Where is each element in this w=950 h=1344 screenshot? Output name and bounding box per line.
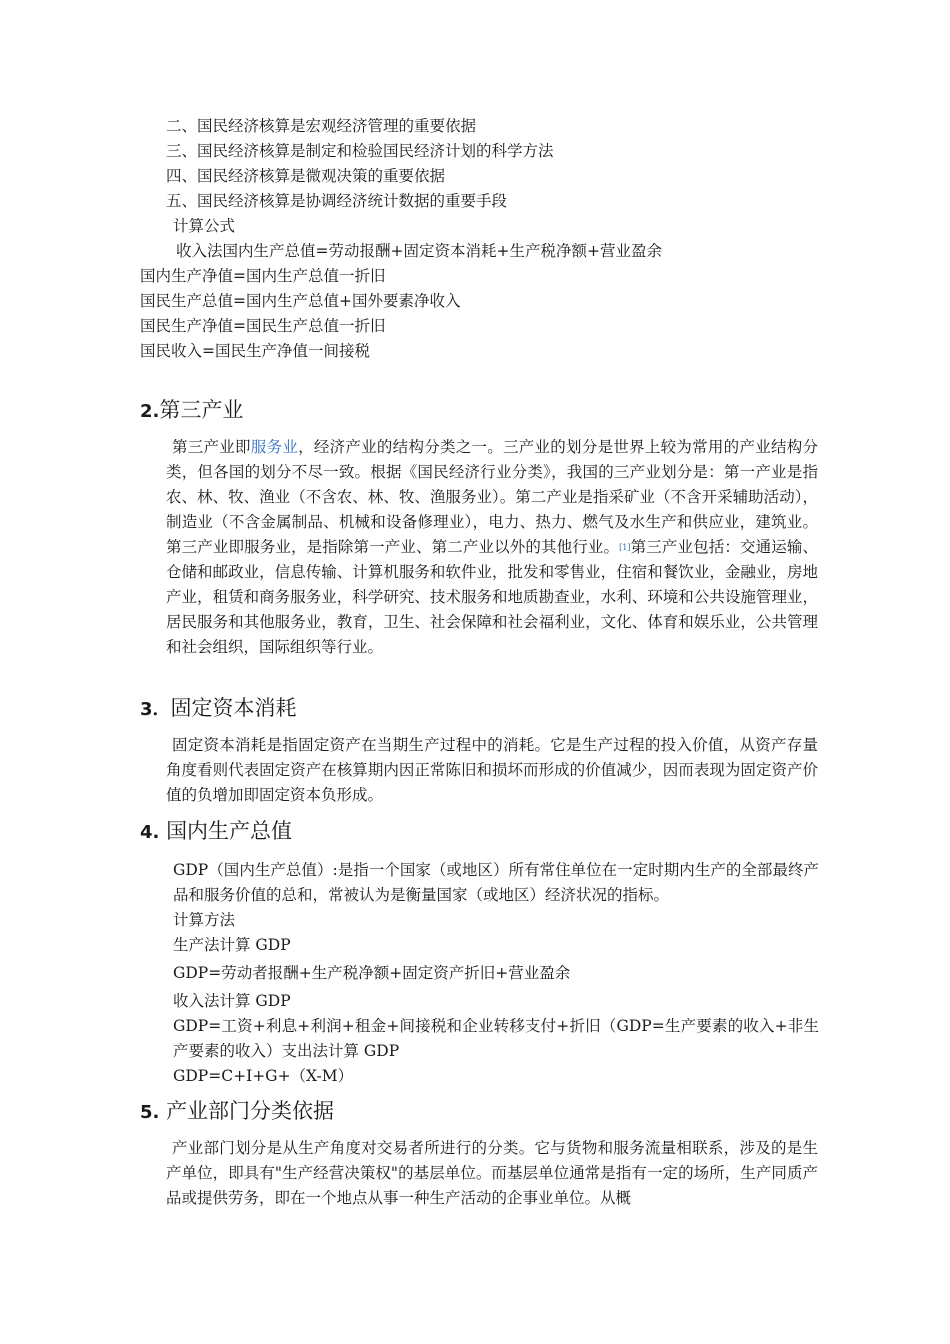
section-title: 产业部门分类依据 (166, 1099, 335, 1123)
section-number: 4. (140, 822, 160, 843)
intro-item: 四、国民经济核算是微观决策的重要依据 (166, 167, 446, 185)
formula-line: 国民生产总值=国内生产总值+国外要素净收入 (140, 292, 461, 310)
section-heading (140, 694, 297, 724)
gdp-expenditure-formula: GDP=C+I+G+（X-M） (173, 1067, 354, 1085)
gdp-block (173, 858, 819, 1089)
gdp-income-formula: GDP=工资+利息+利润+租金+间接税和企业转移支付+折旧（GDP=生产要素的收入+非生产要素的收入）支出法计算 GDP (173, 1017, 819, 1060)
section-paragraph: 固定资本消耗是指固定资产在当期生产过程中的消耗。它是生产过程的投入价值，从资产存量角度看则代表固定资产在核算期内因正常陈旧和损坏而形成的价值减少，因而表现为固定资产价值的负增加即固定资本负形成。 (166, 736, 818, 804)
formula-line: 国民生产净值=国民生产总值一折旧 (140, 317, 386, 335)
paragraph-text: 第三产业包括：交通运输、仓储和邮政业，信息传输、计算机服务和软件业，批发和零售业，住宿和餐饮业，金融业，房地产业，租赁和商务服务业，科学研究、技术服务和地质勘查业，水利、环境和公共设施管理业，居民服务和其他服务业，教育，卫生、社会保障和社会福利业，文化、体育和娱乐业，公共管理和社会组织，国际组织等行业。 (166, 538, 818, 656)
paragraph-text: ，经济产业的结构分类之一。三产业的划分是世界上较为常用的产业结构分类，但各国的划分不尽一致。根据《国民经济行业分类》，我国的三产业划分是：第一产业是指农、林、牧、渔业（不含农、林、牧、渔服务业）。第二产业是指采矿业（不含开采辅助活动），制造业（不含金属制品、机械和设备修理业），电力、热力、燃气及水生产和供应业，建筑业。第三产业即服务业，是指除第一产业、第二产业以外的其他行业。 (166, 438, 818, 556)
intro-item: 三、国民经济核算是制定和检验国民经济计划的科学方法 (166, 142, 554, 160)
section-number: 3． (140, 699, 171, 720)
section-paragraph (166, 435, 818, 660)
intro-item: 五、国民经济核算是协调经济统计数据的重要手段 (166, 192, 508, 210)
section-title: 固定资本消耗 (170, 696, 297, 720)
formula-line: 国民收入=国民生产净值一间接税 (140, 342, 370, 360)
service-industry-link[interactable]: 服务业 (250, 438, 299, 456)
gdp-production-title: 生产法计算 GDP (173, 936, 291, 954)
section-paragraph: 产业部门划分是从生产角度对交易者所进行的分类。它与货物和服务流量相联系，涉及的是生产单位，即具有"生产经营决策权"的基层单位。而基层单位通常是指有一定的场所，生产同质产品或提供劳务，即在一个地点从事一种生产活动的企事业单位。从概 (166, 1139, 818, 1207)
section-title: 第三产业 (159, 398, 244, 422)
section-heading (140, 1097, 334, 1127)
formula-line: 收入法国内生产总值=劳动报酬+固定资本消耗+生产税净额+营业盈余 (176, 242, 662, 260)
section-heading (140, 817, 292, 847)
gdp-definition: GDP（国内生产总值）:是指一个国家（或地区）所有常住单位在一定时期内生产的全部最终产品和服务价值的总和，常被认为是衡量国家（或地区）经济状况的指标。 (173, 861, 819, 904)
section-number: 5. (140, 1102, 160, 1123)
intro-item: 二、国民经济核算是宏观经济管理的重要依据 (166, 117, 477, 135)
section-number: 2. (140, 401, 160, 422)
section-heading (140, 396, 243, 426)
gdp-income-title: 收入法计算 GDP (173, 992, 291, 1010)
gdp-method-title: 计算方法 (173, 911, 236, 929)
formula-line: 国内生产净值=国内生产总值一折旧 (140, 267, 386, 285)
section-title: 国内生产总值 (166, 819, 293, 843)
formula-title: 计算公式 (173, 217, 236, 235)
gdp-production-formula: GDP=劳动者报酬+生产税净额+固定资产折旧+营业盈余 (173, 964, 571, 982)
paragraph-text: 第三产业即 (172, 438, 251, 456)
reference-marker[interactable]: [1] (619, 543, 631, 552)
